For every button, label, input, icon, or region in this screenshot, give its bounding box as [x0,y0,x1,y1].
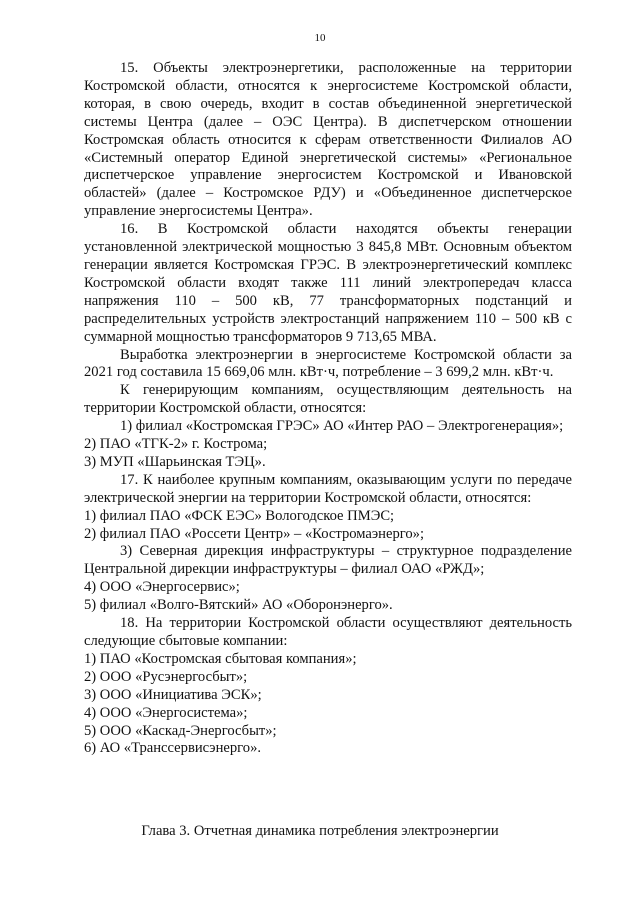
page-number: 10 [314,32,326,44]
paragraph-15: 15. Объекты электроэнергетики, расположенные на территории Костромской области, относятся к энергосистеме Костромской области, которая, в свою очередь, входит в состав объединенной энергетической системы Центра (далее – ОЭС Центра). В диспетчерском отношении Костромская область относится к сферам ответственности Филиалов АО «Системный оператор Единой энергетической системы» «Региональное диспетчерское управление энергосистем Костромской и Ивановской областей» (далее – Костромское РДУ) и «Объединенное диспетчерское управление энергосистемы Центра». [84,60,572,220]
paragraph-17: 17. К наиболее крупным компаниям, оказывающим услуги по передаче электрической энергии на территории Костромской области, относятся: [84,471,572,506]
list-item: 5) ООО «Каскад-Энергосбыт»; [84,722,277,739]
list-item: 1) филиал «Костромская ГРЭС» АО «Интер РАО – Электрогенерация»; [120,418,564,435]
paragraph-generating-companies-intro: К генерирующим компаниям, осуществляющим деятельность на территории Костромской области, относятся: [84,382,572,417]
document-body [84,60,572,758]
list-item: 1) ПАО «Костромская сбытовая компания»; [84,650,357,667]
paragraph-generation-2021: Выработка электроэнергии в энергосистеме Костромской области за 2021 год составила 15 669,06 млн. кВт·ч, потребление – 3 699,2 млн. кВт·ч. [84,346,572,381]
list-item: 2) ООО «Русэнергосбыт»; [84,668,248,685]
list-item: 4) ООО «Энергосервис»; [84,579,240,596]
list-item: 3) ООО «Инициатива ЭСК»; [84,686,262,703]
list-item: 2) филиал ПАО «Россети Центр» – «Костромаэнерго»; [84,525,425,542]
paragraph-16: 16. В Костромской области находятся объекты генерации установленной электрической мощностью 3 845,8 МВт. Основным объектом генерации является Костромская ГРЭС. В электроэнергетический комплекс Костромской области входят также 111 линий электропередач класса напряжения 110 – 500 кВ, 77 трансформаторных подстанций и распределительных устройств электростанций напряжением 110 – 500 кВ с суммарной мощностью трансформаторов 9 713,65 МВА. [84,221,572,345]
list-item: 6) АО «Транссервисэнерго». [84,740,262,757]
list-item: 3) Северная дирекция инфраструктуры – структурное подразделение Центральной дирекции инфраструктуры – филиал ОАО «РЖД»; [84,543,572,578]
list-item: 4) ООО «Энергосистема»; [84,704,248,721]
chapter-heading: Глава 3. Отчетная динамика потребления электроэнергии [141,823,499,839]
list-item: 2) ПАО «ТГК-2» г. Кострома; [84,436,268,453]
list-item: 3) МУП «Шарьинская ТЭЦ». [84,453,266,470]
paragraph-18: 18. На территории Костромской области осуществляют деятельность следующие сбытовые компании: [84,615,572,649]
list-item: 1) филиал ПАО «ФСК ЕЭС» Вологодское ПМЭС; [84,507,395,524]
list-item: 5) филиал «Волго-Вятский» АО «Оборонэнерго». [84,597,393,614]
